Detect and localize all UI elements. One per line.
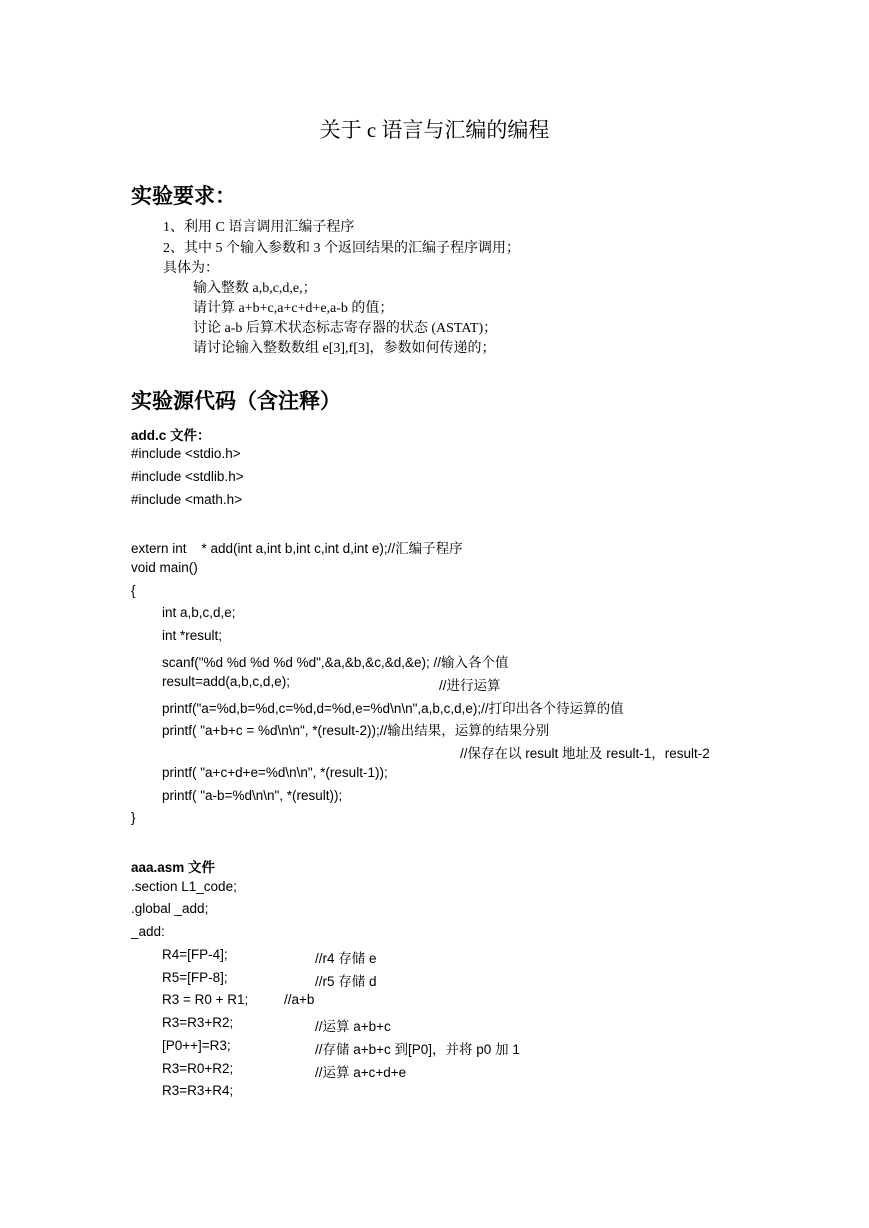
code-line: extern int * add(int a,int b,int c,int d,int e);//汇编子程序	[131, 541, 463, 556]
asm-comment: //存储 a+b+c 到[P0]，并将 p0 加 1	[315, 1042, 520, 1057]
asm-comment: //r5 存储 d	[315, 974, 377, 989]
requirement-subitem: 输入整数 a,b,c,d,e,；	[193, 281, 317, 296]
code-comment: //保存在以 result 地址及 result-1，result-2	[460, 746, 710, 761]
requirement-subitem: 讨论 a-b 后算术状态标志寄存器的状态 (ASTAT)；	[193, 321, 498, 336]
asm-comment: //r4 存储 e	[315, 951, 377, 966]
requirement-subitem: 请计算 a+b+c,a+c+d+e,a-b 的值；	[193, 301, 394, 316]
code-line: void main()	[131, 560, 198, 575]
code-line: scanf("%d %d %d %d %d",&a,&b,&c,&d,&e); //输入各个值	[162, 655, 509, 670]
code-line: printf( "a+c+d+e=%d\n\n", *(result-1));	[162, 765, 388, 780]
section-heading-requirements: 实验要求：	[131, 184, 236, 208]
code-line: #include <stdlib.h>	[131, 469, 244, 484]
asm-instruction: R3=R3+R2;	[162, 1015, 234, 1030]
code-line: _add:	[131, 924, 165, 939]
file-label-asm: aaa.asm 文件	[131, 860, 216, 875]
requirement-item: 1、利用 C 语言调用汇编子程序	[163, 220, 355, 235]
asm-comment: //a+b	[284, 992, 315, 1007]
code-line: #include <math.h>	[131, 492, 243, 507]
asm-instruction: R5=[FP-8];	[162, 970, 228, 985]
asm-instruction: R4=[FP-4];	[162, 947, 228, 962]
asm-instruction: R3=R3+R4;	[162, 1083, 234, 1098]
code-line: int a,b,c,d,e;	[162, 605, 236, 620]
requirement-item: 具体为：	[163, 261, 219, 276]
code-line: printf( "a-b=%d\n\n", *(result));	[162, 788, 343, 803]
document-title: 关于 c 语言与汇编的编程	[319, 118, 550, 142]
asm-comment: //运算 a+c+d+e	[315, 1065, 407, 1080]
code-line: printf("a=%d,b=%d,c=%d,d=%d,e=%d\n\n",a,b,c,d,e);//打印出各个待运算的值	[162, 701, 624, 716]
code-line: }	[131, 810, 136, 825]
file-label-addc: add.c 文件：	[131, 428, 211, 443]
code-comment: //进行运算	[439, 678, 501, 693]
requirement-subitem: 请讨论输入整数数组 e[3],f[3]，参数如何传递的；	[193, 341, 496, 356]
asm-comment: //运算 a+b+c	[315, 1019, 391, 1034]
asm-instruction: R3 = R0 + R1;	[162, 992, 249, 1007]
code-line: .global _add;	[131, 901, 209, 916]
code-line: printf( "a+b+c = %d\n\n", *(result-2));//输出结果，运算的结果分别	[162, 723, 550, 738]
code-line: {	[131, 583, 136, 598]
code-line: result=add(a,b,c,d,e);	[162, 674, 290, 689]
code-line: #include <stdio.h>	[131, 446, 241, 461]
code-line: .section L1_code;	[131, 879, 237, 894]
requirement-item: 2、其中 5 个输入参数和 3 个返回结果的汇编子程序调用；	[163, 241, 520, 256]
asm-instruction: [P0++]=R3;	[162, 1038, 231, 1053]
code-line: int *result;	[162, 628, 223, 643]
section-heading-source: 实验源代码（含注释）	[131, 389, 341, 413]
asm-instruction: R3=R0+R2;	[162, 1061, 234, 1076]
